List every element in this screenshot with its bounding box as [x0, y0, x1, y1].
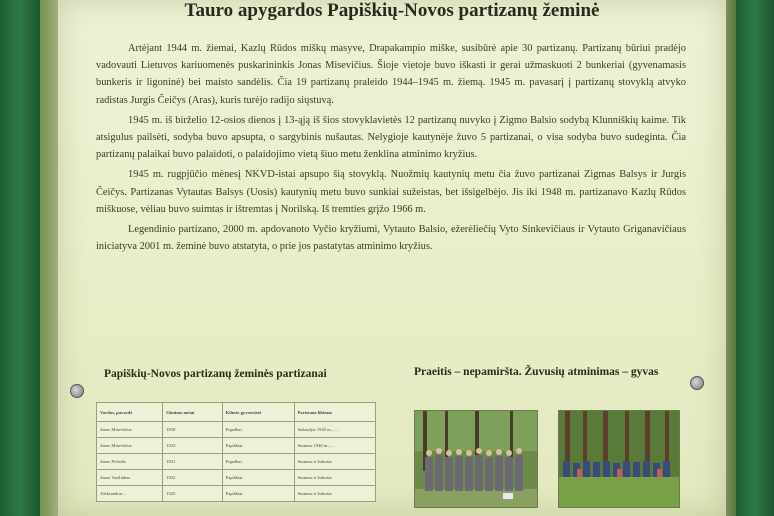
cell: Suimtas ir kalintas [294, 486, 375, 502]
table-row [97, 454, 376, 470]
header-name: Vardas, pavardė [97, 403, 163, 422]
table-row [97, 486, 376, 502]
table-row [97, 422, 376, 438]
cell: Suimtas ir kalintas [294, 470, 375, 486]
table-row [97, 470, 376, 486]
cell: Jonas Misevičius [97, 422, 163, 438]
cell: Papiškiai [222, 438, 294, 454]
cell: Aleksandras ... [97, 486, 163, 502]
cell: 1922 [163, 470, 222, 486]
cell: Papiškiai [222, 470, 294, 486]
cell: 1918 [163, 422, 222, 438]
information-board [58, 0, 726, 516]
header-birth-year: Gimimo metai [163, 403, 222, 422]
cell: Suimtas 1946 m., ... [294, 438, 375, 454]
cell: Sušaudyti 1945 m., .... [294, 422, 375, 438]
cell: 1923 [163, 438, 222, 454]
board-title: Tauro apygardos Papiškių-Novos partizanų žeminė [184, 0, 600, 21]
cell: Papiškiai [222, 486, 294, 502]
left-screw-icon [70, 384, 84, 398]
crowd-photo-image [559, 411, 679, 507]
cell: Jonas Vasiliukas [97, 470, 163, 486]
group-photo-memorial [414, 410, 538, 508]
header-fate: Partizano likimas [294, 403, 375, 422]
partisans-table [96, 402, 376, 502]
history-text [96, 40, 686, 258]
table-row [97, 438, 376, 454]
crowd-photo-forest [558, 410, 680, 508]
paragraph-4: Legendinio partizano, 2000 m. apdovanoto Vyčio kryžiumi, Vytauto Balsio, ežerėliečių Vyto Sinkevičiaus ir Vytauto Griganavičiaus iniciatyva 2001 m. žeminė buvo atstatyta, o prie jos pastatytas atminimo kryžius. [96, 224, 686, 253]
paragraph-1: Artėjant 1944 m. žiemai, Kazlų Rūdos miškų masyve, Drapakampio miške, susibūrė apie 30 partizanų. Partizanų būriui pradėjo vadovauti Lietuvos kariuomenės puskarininkis Jonas Misevičius. Šioje vietoje buvo iškasti ir gerai užmaskuoti 2 bunkeriai (gyvenamasis bunkeris ir ligoninė) bei maisto sandėlis. Čia 19 partizanų praleido 1944–1945 m. žiemą. 1945 m. pavasarį į partizanų stovyklą atvyko radistas Jurgis Čeičys (Aras), kuris turėjo radijo siųstuvą. [96, 43, 686, 106]
cell: Suimtas ir kalintas [294, 454, 375, 470]
motto-text: Praeitis – nepamiršta. Žuvusių atminimas – gyvas [414, 366, 659, 378]
cell: Jonas Misevičius [97, 438, 163, 454]
paragraph-3: 1945 m. rugpjūčio mėnesį NKVD-istai apsupo šią stovyklą. Nuožmių kautynių metu čia žuvo partizanai Zigmas Balsys ir Jurgis Čeičys. Partizanas Vytautas Balsys (Uosis) kautynių metu buvo sunkiai sužeistas, bet išsigelbėjo. Jis iki 1948 m. partizanavo Kazlų Rūdos miškuose, vėliau buvo suimtas ir ištremtas į Norilską. Iš tremties grįžo 1966 m. [96, 169, 686, 215]
left-green-post [0, 0, 40, 516]
cell: Jonas Pečiulis [97, 454, 163, 470]
right-green-post [736, 0, 774, 516]
cell: 1925 [163, 486, 222, 502]
cell: 1921 [163, 454, 222, 470]
cell: Pupelkai [222, 422, 294, 438]
group-photo-image [415, 411, 537, 507]
right-screw-icon [690, 376, 704, 390]
header-origin: Kilmės gyvenvietė [222, 403, 294, 422]
partisans-list-title: Papiškių-Novos partizanų žeminės partizanai [104, 368, 327, 380]
paragraph-2: 1945 m. iš birželio 12-osios dienos į 13-ąją iš šios stovyklavietės 12 partizanų nuvyko į Zigmo Balsio sodybą Klunniškių kaime. Tik atsigulus pailsėti, sodyba buvo apsupta, o sargybinis nušautas. Nelygioje kautynėje žuvo 5 partizanai, o visa sodyba buvo sudeginta. Čia partizanų palaikai buvo palaidoti, o palaidojimo vietą šiuo metu ženklina atminimo kryžius. [96, 114, 686, 161]
table-header-row [97, 403, 376, 422]
cell: Pupelkai [222, 454, 294, 470]
